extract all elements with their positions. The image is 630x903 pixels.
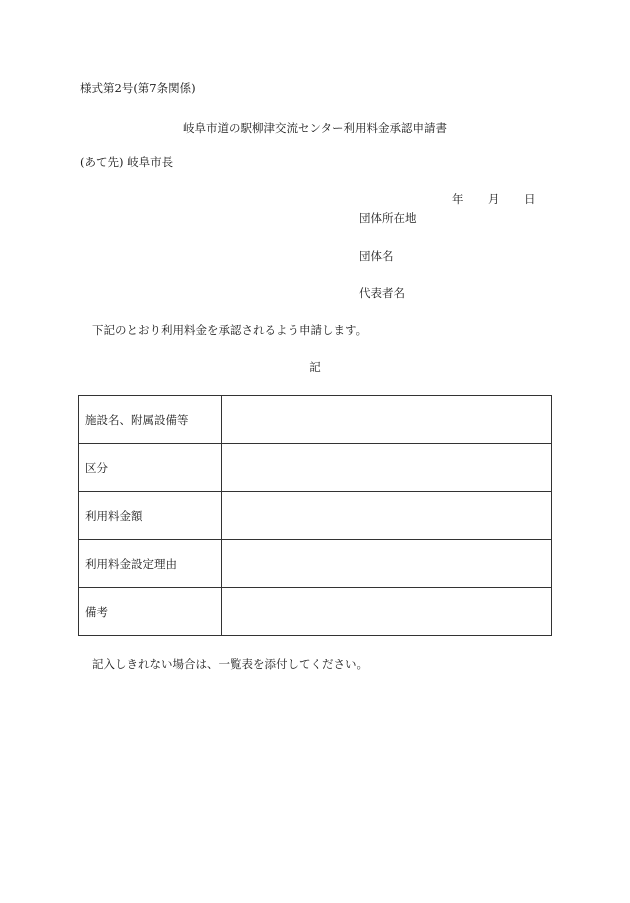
ki-label: 記 xyxy=(309,360,321,374)
org-name-label: 団体名 xyxy=(359,249,394,263)
row-label-category: 区分 xyxy=(79,444,222,492)
row-value-category[interactable] xyxy=(222,444,552,492)
representative-label: 代表者名 xyxy=(359,286,405,300)
table-row xyxy=(79,444,552,492)
row-value-facility[interactable] xyxy=(222,396,552,444)
row-label-fee-reason: 利用料金設定理由 xyxy=(79,540,222,588)
table-row xyxy=(79,588,552,636)
date-line xyxy=(452,194,536,206)
row-label-facility: 施設名、附属設備等 xyxy=(79,396,222,444)
org-address-label: 団体所在地 xyxy=(359,211,417,225)
table-row xyxy=(79,492,552,540)
footnote: 記入しきれない場合は、一覧表を添付してください。 xyxy=(92,657,368,671)
document-title: 岐阜市道の駅柳津交流センター利用料金承認申請書 xyxy=(182,121,448,135)
date-year-label: 年 xyxy=(452,192,464,206)
date-month-label: 月 xyxy=(488,192,500,206)
row-value-fee-amount[interactable] xyxy=(222,492,552,540)
date-day-label: 日 xyxy=(524,192,536,206)
row-value-remarks[interactable] xyxy=(222,588,552,636)
row-label-fee-amount: 利用料金額 xyxy=(79,492,222,540)
row-label-remarks: 備考 xyxy=(79,588,222,636)
addressee: (あて先) 岐阜市長 xyxy=(80,155,174,169)
details-table xyxy=(78,395,552,636)
intro-text: 下記のとおり利用料金を承認されるよう申請します。 xyxy=(92,323,368,337)
form-number: 様式第2号(第7条関係) xyxy=(80,81,196,95)
table-row xyxy=(79,396,552,444)
table-row xyxy=(79,540,552,588)
row-value-fee-reason[interactable] xyxy=(222,540,552,588)
